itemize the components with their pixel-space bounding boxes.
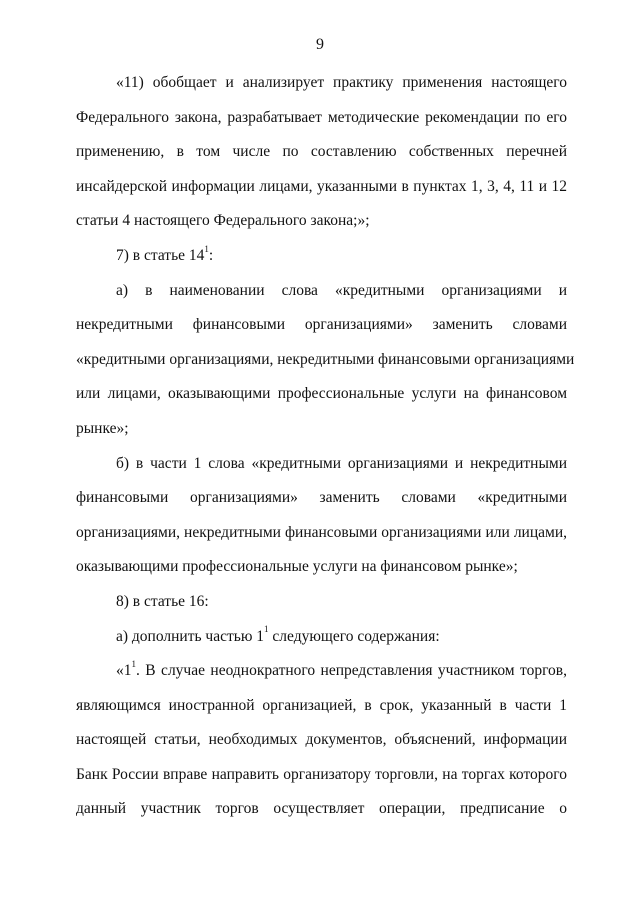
paragraph-text: «1: [116, 662, 132, 680]
paragraph-line: [76, 620, 567, 655]
paragraph-line: 8) в статье 16:: [116, 592, 209, 610]
paragraph-line: Федерального закона, разрабатывает методические рекомендации по его: [76, 108, 567, 126]
paragraph-line: организациями, некредитными финансовыми организациями или лицами,: [76, 523, 567, 541]
paragraph-subitem-b: [76, 447, 567, 585]
paragraph-line: «11) обобщает и анализирует практику применения настоящего: [116, 74, 567, 91]
paragraph-line: данный участник торгов осуществляет операции, предписание о: [76, 800, 567, 818]
paragraph-line: «кредитными организациями, некредитными финансовыми организациями: [76, 350, 575, 368]
document-body: [76, 66, 575, 827]
superscript: 1: [264, 624, 269, 635]
paragraph-line: оказывающими профессиональные услуги на финансовом рынке»;: [76, 558, 518, 576]
paragraph-subitem-a-add: [76, 620, 567, 655]
paragraph-text: а) дополнить частью 1: [116, 627, 265, 645]
paragraph-item-7: [76, 239, 567, 274]
paragraph-line: настоящей статьи, необходимых документов, объяснений, информации: [76, 731, 567, 749]
paragraph-line: б) в части 1 слова «кредитными организациями и некредитными: [116, 454, 567, 472]
paragraph-text: следующего содержания:: [268, 627, 440, 645]
paragraph-text: :: [208, 246, 214, 264]
paragraph-quoted-part: [76, 654, 567, 827]
paragraph-line: статьи 4 настоящего Федерального закона;»;: [76, 212, 370, 230]
paragraph-line: применению, в том числе по составлению собственных перечней: [76, 143, 567, 161]
paragraph-text: 7) в статье 14: [116, 246, 205, 264]
paragraph-line: Банк России вправе направить организатору торговли, на торгах которого: [76, 765, 567, 783]
paragraph-item-8: [76, 585, 567, 620]
paragraph-line: или лицами, оказывающими профессиональные услуги на финансовом: [76, 385, 567, 403]
paragraph-clause-11: [76, 66, 567, 239]
paragraph-line: инсайдерской информации лицами, указанными в пунктах 1, 3, 4, 11 и 12: [76, 177, 567, 195]
superscript: 1: [131, 658, 136, 669]
paragraph-subitem-a: [76, 274, 575, 447]
paragraph-line: являющимся иностранной организацией, в срок, указанный в части 1: [76, 696, 567, 714]
paragraph-text: . В случае неоднократного непредставления участником торгов,: [136, 662, 567, 680]
paragraph-line: финансовыми организациями» заменить словами «кредитными: [76, 489, 567, 507]
page-number: 9: [316, 36, 324, 53]
paragraph-line: [76, 654, 567, 689]
paragraph-line: а) в наименовании слова «кредитными организациями и: [116, 281, 567, 299]
paragraph-line: некредитными финансовыми организациями» заменить словами: [76, 316, 567, 334]
paragraph-line: [76, 239, 567, 274]
paragraph-line: рынке»;: [76, 419, 129, 437]
superscript: 1: [204, 243, 209, 254]
